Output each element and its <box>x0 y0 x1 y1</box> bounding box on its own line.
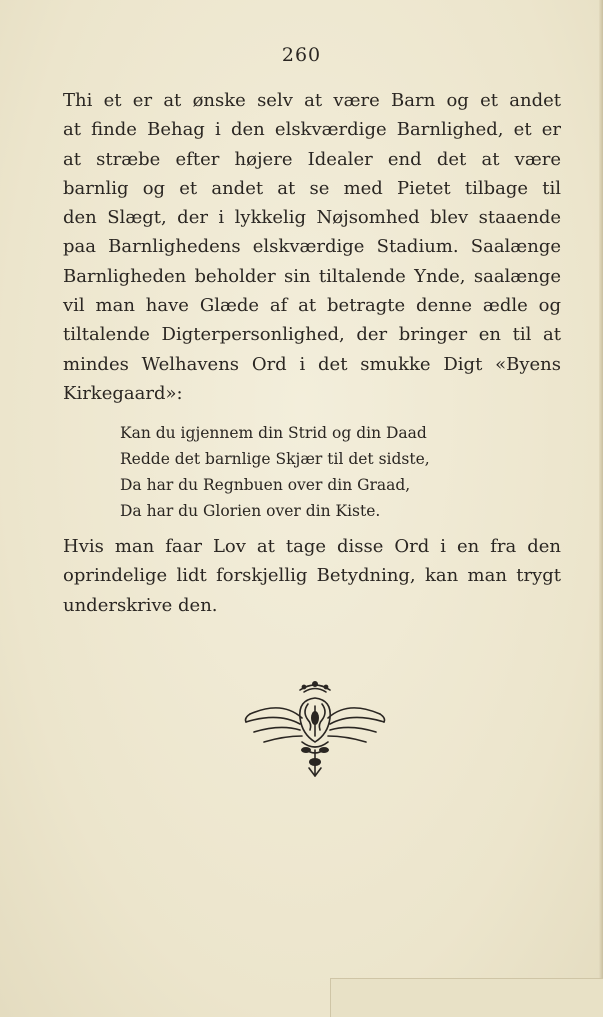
paragraph-2 <box>63 532 561 620</box>
page-number: 260 <box>281 44 322 66</box>
verse-line: Redde det barnlige Skjær til det sidste, <box>120 450 430 468</box>
verse-quote <box>120 420 480 524</box>
paragraph-1-line: Kirkegaard»: <box>63 382 183 404</box>
paragraph-2-line: underskrive den. <box>63 594 218 616</box>
paragraph-1-line: vil man have Glæde af at betragte denne ædle og <box>63 295 561 317</box>
page-edge <box>599 0 603 1017</box>
fleuron-ornament-icon <box>242 678 388 780</box>
paragraph-1-line: at stræbe efter højere Idealer end det at være <box>63 148 561 170</box>
paragraph-1-line: at finde Behag i den elskværdige Barnlighed, et er <box>63 119 561 141</box>
paragraph-1-line: tiltalende Digterpersonlighed, der bringer en til at <box>63 324 561 346</box>
paragraph-1 <box>63 86 561 408</box>
paragraph-2-line: Hvis man faar Lov at tage disse Ord i en fra den <box>63 536 561 557</box>
page-edge-bottom <box>330 978 603 1017</box>
paragraph-1-line: paa Barnlighedens elskværdige Stadium. Saalænge <box>63 236 561 258</box>
verse-line: Da har du Regnbuen over din Graad, <box>120 476 411 494</box>
paragraph-1-line: den Slægt, der i lykkelig Nøjsomhed blev staaende <box>63 207 561 229</box>
paragraph-1-line: Barnligheden beholder sin tiltalende Ynde, saalænge <box>63 265 561 287</box>
verse-line: Kan du igjennem din Strid og din Daad <box>120 424 427 442</box>
paragraph-1-line: Thi et er at ønske selv at være Barn og et andet <box>63 90 561 111</box>
paragraph-1-line: mindes Welhavens Ord i det smukke Digt «Byens <box>63 353 561 375</box>
paragraph-2-line: oprindelige lidt forskjellig Betydning, kan man trygt <box>63 565 561 587</box>
paragraph-1-line: barnlig og et andet at se med Pietet tilbage til <box>63 177 561 199</box>
verse-line: Da har du Glorien over din Kiste. <box>120 502 381 520</box>
